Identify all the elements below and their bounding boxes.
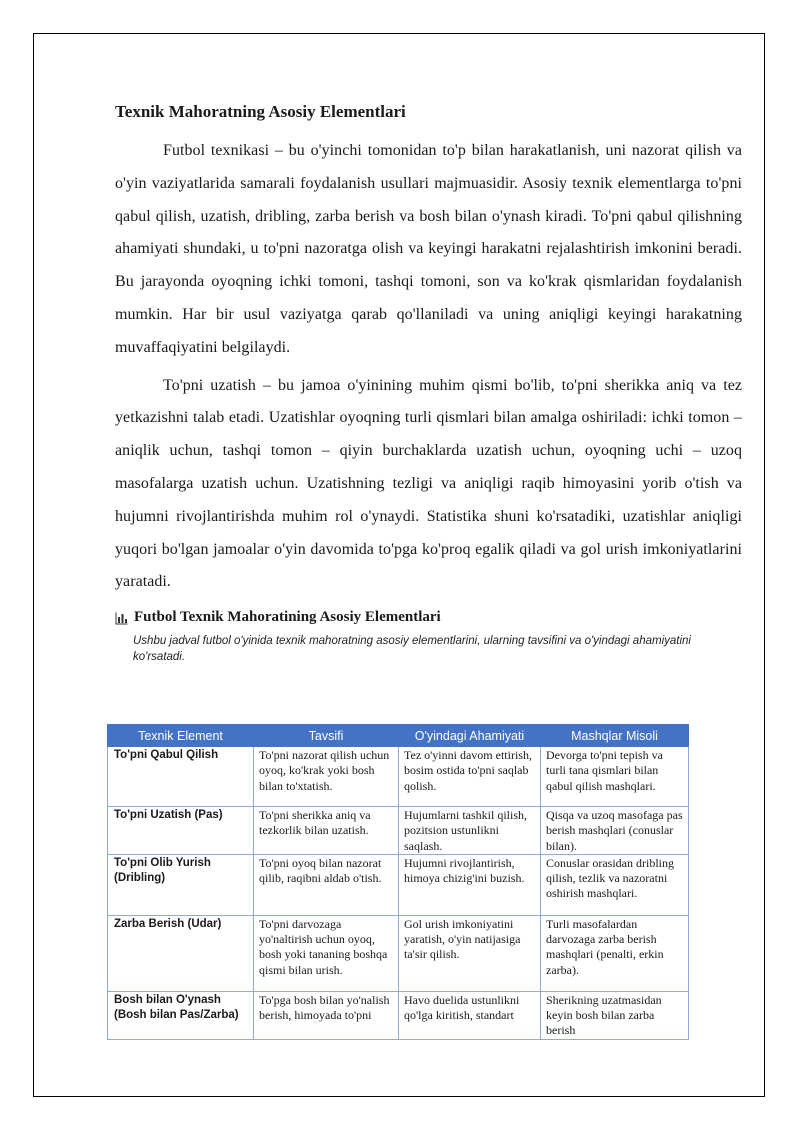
element-cell: To'pni Uzatish (Pas) [108, 807, 254, 855]
paragraph-1: Futbol texnikasi – bu o'yinchi tomonidan to'p bilan harakatlanish, uni nazorat qilish va o'yin vaziyatlarida samarali foydalanish usullari majmuasidir. Asosiy texnik elementlarga to'pni qabul qilish, uzatish, dribling, zarba berish va bosh bilan o'ynash kiradi. To'pni qabul qilishning ahamiyati shundaki, u to'pni nazoratga olish va keyingi harakatni rejalashtirish imkonini beradi. Bu jarayonda oyoqning ichki tomoni, tashqi tomoni, son va ko'krak qismlaridan foydalanish mumkin. Har bir usul vaziyatga qarab qo'llaniladi va uning aniqligi keyingi harakatning muvaffaqiyatini belgilaydi. [115, 142, 742, 356]
column-header: Tavsifi [254, 725, 399, 747]
description-cell: To'pni sherikka aniq va tezkorlik bilan uzatish. [254, 807, 399, 855]
importance-cell: Hujumlarni tashkil qilish, pozitsion ustunlikni saqlash. [399, 807, 541, 855]
element-cell: To'pni Olib Yurish (Dribling) [108, 854, 254, 915]
paragraph-2: To'pni uzatish – bu jamoa o'yinining muhim qismi bo'lib, to'pni sherikka aniq va tez yetkazishni talab etadi. Uzatishlar oyoqning turli qismlari bilan amalga oshiriladi: ichki tomon – aniqlik uchun, tashqi tomon – qiyin burchaklarda uzatish uchun, oyoqning uchi – uzoq masofalarga uzatish uchun. Uzatishning tezligi va aniqligi raqib himoyasini yorib o'tish va hujumni rivojlantirishda muhim rol o'ynaydi. Statistika shuni ko'rsatadiki, uzatishlar aniqligi yuqori bo'lgan jamoalar o'yin davomida to'pga ko'proq egalik qiladi va gol urish imkoniyatlarini yaratadi. [115, 376, 742, 591]
table-row [108, 915, 689, 991]
description-cell: To'pni oyoq bilan nazorat qilib, raqibni aldab o'tish. [254, 854, 399, 915]
table-title [115, 607, 742, 627]
description-cell: To'pga bosh bilan yo'nalish berish, himoyada to'pni [254, 991, 399, 1039]
exercise-cell: Qisqa va uzoq masofaga pas berish mashqlari (conuslar bilan). [541, 807, 689, 855]
exercise-cell: Devorga to'pni tepish va turli tana qismlari bilan qabul qilish mashqlari. [541, 747, 689, 807]
document-body [115, 101, 742, 671]
exercise-cell: Sherikning uzatmasidan keyin bosh bilan zarba berish [541, 991, 689, 1039]
table-row [108, 854, 689, 915]
exercise-cell: Conuslar orasidan dribling qilish, tezlik va nazoratni oshirish mashqlari. [541, 854, 689, 915]
importance-cell: Gol urish imkoniyatini yaratish, o'yin natijasiga ta'sir qilish. [399, 915, 541, 991]
table-row [108, 807, 689, 855]
table-header-row [108, 725, 689, 747]
exercise-cell: Turli masofalardan darvozaga zarba berish mashqlari (penalti, erkin zarba). [541, 915, 689, 991]
importance-cell: Tez o'yinni davom ettirish, bosim ostida to'pni saqlab qolish. [399, 747, 541, 807]
element-cell: To'pni Qabul Qilish [108, 747, 254, 807]
table-caption: Ushbu jadval futbol o'yinida texnik mahoratning asosiy elementlarini, ularning tavsifini va o'yindagi ahamiyatini ko'rsatadi. [133, 635, 691, 664]
section-heading: Texnik Mahoratning Asosiy Elementlari [115, 102, 406, 121]
bar-chart-icon [115, 612, 128, 625]
description-cell: To'pni nazorat qilish uchun oyoq, ko'krak yoki bosh bilan to'xtatish. [254, 747, 399, 807]
table-row [108, 747, 689, 807]
element-cell: Bosh bilan O'ynash (Bosh bilan Pas/Zarba) [108, 991, 254, 1039]
description-cell: To'pni darvozaga yo'naltirish uchun oyoq, bosh yoki tananing boshqa qismi bilan urish. [254, 915, 399, 991]
importance-cell: Havo duelida ustunlikni qo'lga kiritish, standart [399, 991, 541, 1039]
column-header: Texnik Element [108, 725, 254, 747]
table-row [108, 991, 689, 1039]
element-cell: Zarba Berish (Udar) [108, 915, 254, 991]
table-title-text: Futbol Texnik Mahoratining Asosiy Elementlari [134, 609, 441, 626]
column-header: O'yindagi Ahamiyati [399, 725, 541, 747]
column-header: Mashqlar Misoli [541, 725, 689, 747]
techniques-table [107, 724, 689, 1040]
importance-cell: Hujumni rivojlantirish, himoya chizig'ini buzish. [399, 854, 541, 915]
